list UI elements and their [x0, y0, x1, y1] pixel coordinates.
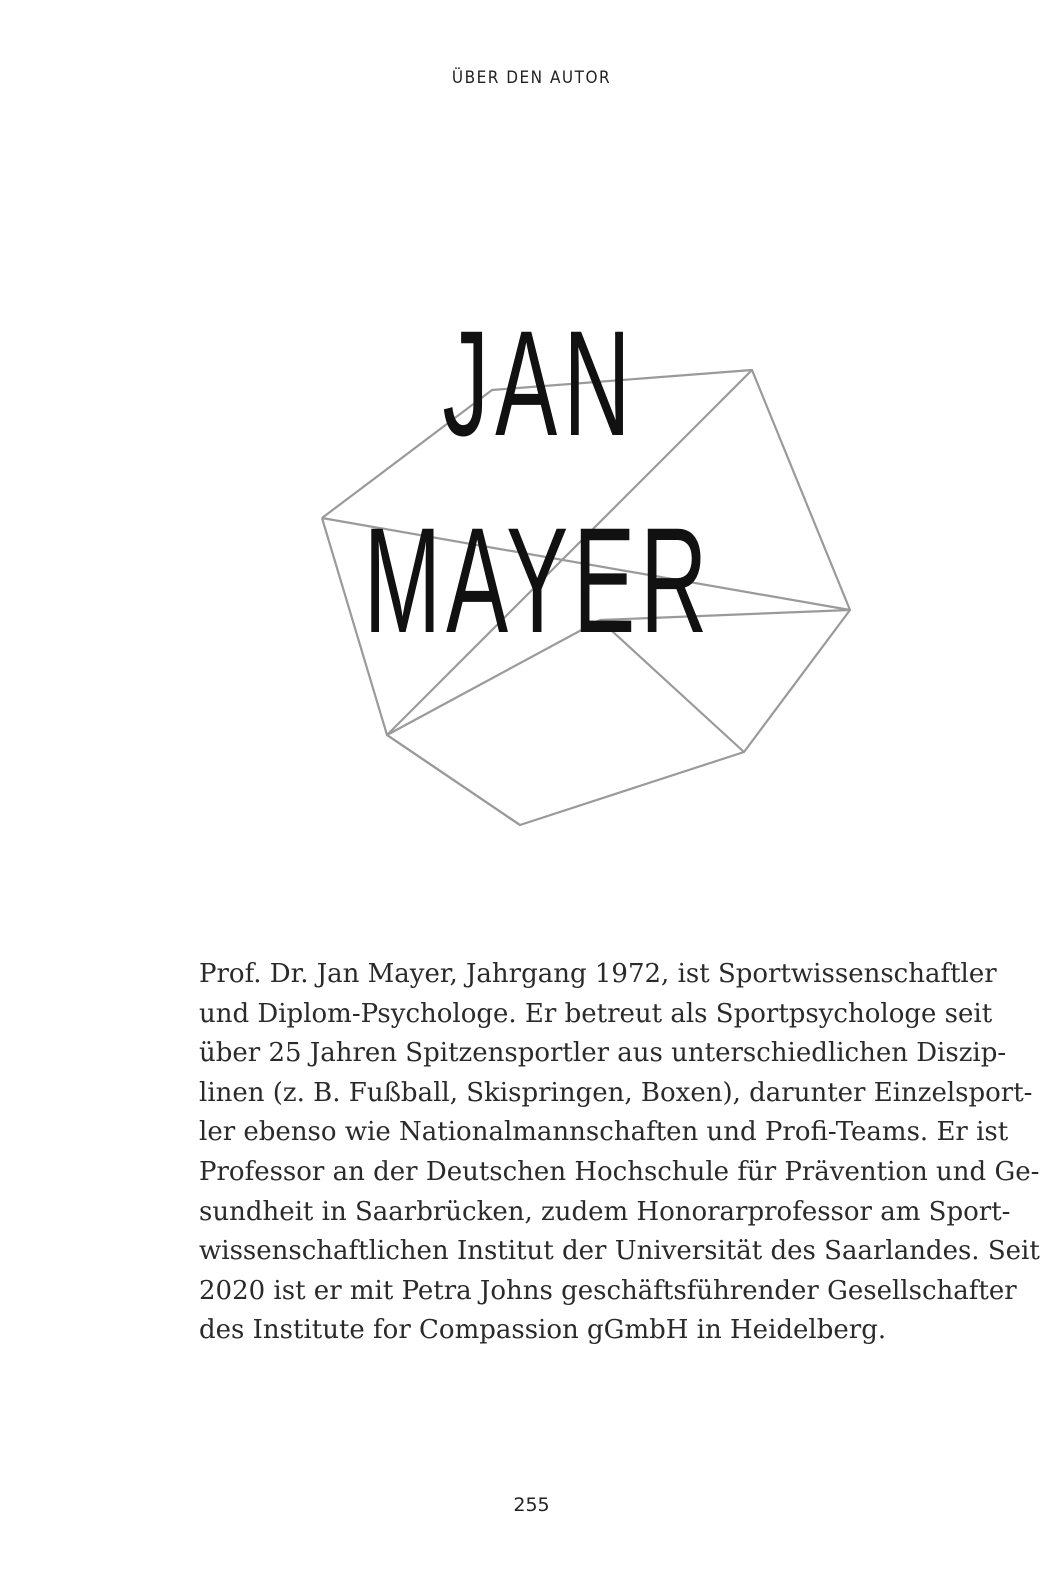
- bio-line: 2020 ist er mit Petra Johns geschäftsführender Gesellschafter: [199, 1275, 1017, 1306]
- page-number: 255: [513, 1494, 550, 1516]
- author-first-name: JAN: [442, 299, 637, 467]
- running-head: ÜBER DEN AUTOR: [451, 68, 612, 88]
- bio-line: sundheit in Saarbrücken, zudem Honorarprofessor am Sport-: [199, 1196, 1011, 1227]
- author-last-name: MAYER: [363, 496, 713, 664]
- author-bio: [199, 955, 1040, 1351]
- bio-line: ler ebenso wie Nationalmannschaften und Profi-Teams. Er ist: [199, 1117, 1009, 1148]
- bio-line: des Institute for Compassion gGmbH in Heidelberg.: [199, 1315, 887, 1346]
- bio-line: linen (z. B. Fußball, Skispringen, Boxen), darunter Einzelsport-: [199, 1077, 1033, 1108]
- bio-line: wissenschaftlichen Institut der Universität des Saarlandes. Seit: [199, 1236, 1040, 1267]
- bio-line: Prof. Dr. Jan Mayer, Jahrgang 1972, ist Sportwissenschaftler: [199, 959, 997, 989]
- emblem-edge: [387, 735, 520, 825]
- bio-line: und Diplom-Psychologe. Er betreut als Sportpsychologe seit: [199, 998, 993, 1029]
- bio-line: über 25 Jahren Spitzensportler aus unterschiedlichen Diszip-: [199, 1038, 1007, 1069]
- bio-line: Professor an der Deutschen Hochschule für Prävention und Ge-: [199, 1156, 1040, 1187]
